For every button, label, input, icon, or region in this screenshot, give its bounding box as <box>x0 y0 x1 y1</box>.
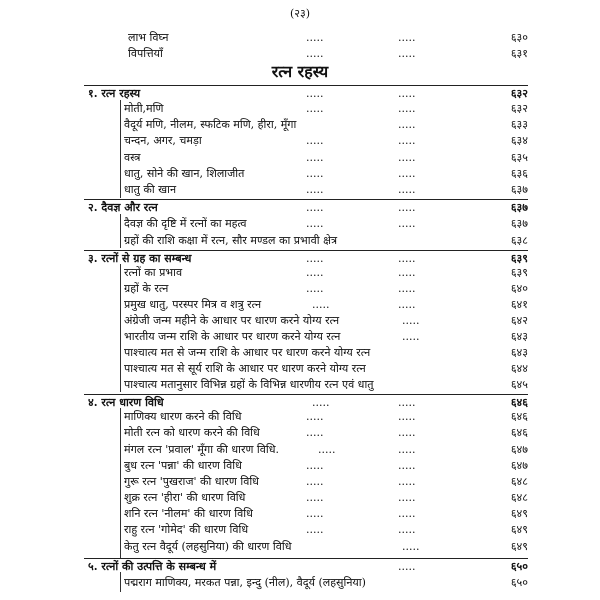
entry-label: केतु रत्न वैदूर्य (लहसुनिया) की धारण विधि <box>124 540 292 553</box>
entry-page-number: ६३७ <box>510 183 528 196</box>
entry-label: राहु रत्न 'गोमेद' की धारण विधि <box>124 523 249 536</box>
leader-dots: ..... <box>306 252 324 265</box>
toc-row <box>0 539 600 555</box>
leader-dots: ..... <box>398 47 416 60</box>
leader-dots: ..... <box>306 134 324 147</box>
entry-page-number: ६४८ <box>510 491 528 504</box>
leader-dots: ..... <box>306 201 324 214</box>
leader-dots: ..... <box>398 252 416 265</box>
leader-dots: ..... <box>398 410 416 423</box>
entry-label: माणिक्य धारण करने की विधि <box>124 410 242 423</box>
entry-page-number: ६४६ <box>510 396 528 409</box>
entry-label: पाश्चात्य मतानुसार विभिन्न ग्रहों के विभिन्न धारणीय रत्न एवं धातु <box>124 378 374 391</box>
leader-dots: ..... <box>306 475 324 488</box>
entry-page-number: ६४९ <box>510 507 528 520</box>
entry-label: प्रमुख धातु, परस्पर मित्र व शत्रु रत्न <box>124 298 262 311</box>
leader-dots: ..... <box>306 31 324 44</box>
entry-label: मोती रत्न को धारण करने की विधि <box>124 426 260 439</box>
toc-row <box>0 281 600 297</box>
entry-label: दैवज्ञ की दृष्टि में रत्नों का महत्व <box>124 217 247 230</box>
leader-dots: ..... <box>398 87 416 100</box>
entry-page-number: ६३३ <box>510 118 528 131</box>
toc-row <box>0 166 600 182</box>
entry-label: रत्नों का प्रभाव <box>124 266 183 279</box>
entry-label: लाभ विघ्न <box>128 31 169 44</box>
toc-row <box>0 458 600 474</box>
toc-row <box>0 490 600 506</box>
leader-dots: ..... <box>398 426 416 439</box>
entry-label: पाश्चात्य मत से सूर्य राशि के आधार पर धारण करने योग्य रत्न <box>124 362 366 375</box>
entry-page-number: ६४९ <box>510 540 528 553</box>
leader-dots: ..... <box>306 507 324 520</box>
section-heading-row <box>0 200 600 216</box>
toc-row <box>0 409 600 425</box>
toc-row <box>0 117 600 133</box>
section-heading: ३. रत्नों से ग्रह का सम्बन्ध <box>88 252 192 265</box>
entry-label: चन्दन, अगर, चमड़ा <box>124 134 202 147</box>
entry-label: धातु की खान <box>124 183 177 196</box>
leader-dots: ..... <box>306 491 324 504</box>
entry-label: धातु, सोने की खान, शिलाजीत <box>124 167 245 180</box>
leader-dots: ..... <box>398 118 416 131</box>
leader-dots: ..... <box>398 491 416 504</box>
toc-row <box>0 30 600 46</box>
leader-dots: ..... <box>312 298 330 311</box>
entry-page-number: ६३९ <box>510 252 528 265</box>
leader-dots: ..... <box>398 459 416 472</box>
leader-dots: ..... <box>306 167 324 180</box>
toc-row <box>0 182 600 198</box>
leader-dots: ..... <box>398 475 416 488</box>
toc-row <box>0 522 600 538</box>
leader-dots: ..... <box>398 298 416 311</box>
entry-page-number: ६४२ <box>510 314 528 327</box>
leader-dots: ..... <box>306 410 324 423</box>
entry-label: मोती,मणि <box>124 102 164 115</box>
toc-row <box>0 265 600 281</box>
leader-dots: ..... <box>398 282 416 295</box>
leader-dots: ..... <box>306 102 324 115</box>
entry-page-number: ६४६ <box>510 410 528 423</box>
leader-dots: ..... <box>402 314 420 327</box>
entry-page-number: ६४३ <box>510 346 528 359</box>
entry-page-number: ६४५ <box>510 378 528 391</box>
entry-page-number: ६३१ <box>510 47 528 60</box>
section-heading-row <box>0 86 600 102</box>
entry-label: वैदूर्य मणि, नीलम, स्फटिक मणि, हीरा, मूँगा <box>124 118 297 131</box>
entry-label: विपत्तियाँ <box>128 47 163 60</box>
leader-dots: ..... <box>306 217 324 230</box>
toc-row <box>0 575 600 591</box>
entry-label: अंग्रेजी जन्म महीने के आधार पर धारण करने योग्य रत्न <box>124 314 340 327</box>
toc-row <box>0 150 600 166</box>
leader-dots: ..... <box>402 540 420 553</box>
leader-dots: ..... <box>306 151 324 164</box>
entry-label: पाश्चात्य मत से जन्म राशि के आधार पर धारण करने योग्य रत्न <box>124 346 371 359</box>
leader-dots: ..... <box>306 426 324 439</box>
leader-dots: ..... <box>306 523 324 536</box>
leader-dots: ..... <box>398 217 416 230</box>
entry-page-number: ६३४ <box>510 134 528 147</box>
leader-dots: ..... <box>306 47 324 60</box>
leader-dots: ..... <box>312 396 330 409</box>
toc-row <box>0 425 600 441</box>
entry-page-number: ६४७ <box>510 443 528 456</box>
leader-dots: ..... <box>398 507 416 520</box>
toc-row <box>0 361 600 377</box>
entry-label: ग्रहों की राशि कक्षा में रत्न, सौर मण्डल का प्रभावी क्षेत्र <box>124 234 338 247</box>
entry-page-number: ६५० <box>510 576 528 589</box>
section-heading-row <box>0 559 600 575</box>
section-heading: १. रत्न रहस्य <box>88 87 141 100</box>
entry-page-number: ६४१ <box>510 298 528 311</box>
entry-page-number: ६३६ <box>510 167 528 180</box>
entry-page-number: ६४९ <box>510 523 528 536</box>
leader-dots: ..... <box>398 167 416 180</box>
leader-dots: ..... <box>398 134 416 147</box>
leader-dots: ..... <box>398 201 416 214</box>
entry-page-number: ६५० <box>510 560 528 573</box>
entry-label: वस्त्र <box>124 151 141 164</box>
toc-row <box>0 101 600 117</box>
toc-row <box>0 133 600 149</box>
leader-dots: ..... <box>306 459 324 472</box>
entry-page-number: ६३९ <box>510 266 528 279</box>
section-heading: २. दैवज्ञ और रत्न <box>88 201 158 214</box>
entry-label: मंगल रत्न 'प्रवाल' मूँगा की धारण विधि. <box>124 443 279 456</box>
section-heading: ४. रत्न धारण विधि <box>88 396 164 409</box>
toc-row <box>0 474 600 490</box>
leader-dots: ..... <box>398 396 416 409</box>
entry-label: ग्रहों के रत्न <box>124 282 169 295</box>
entry-page-number: ६४७ <box>510 459 528 472</box>
entry-page-number: ६४६ <box>510 426 528 439</box>
leader-dots: ..... <box>398 560 416 573</box>
leader-dots: ..... <box>402 330 420 343</box>
entry-page-number: ६४४ <box>510 362 528 375</box>
entry-label: गुरू रत्न 'पुखराज' की धारण विधि <box>124 475 259 488</box>
toc-row <box>0 329 600 345</box>
entry-page-number: ६३७ <box>510 217 528 230</box>
entry-page-number: ६३७ <box>510 201 528 214</box>
entry-page-number: ६३५ <box>510 151 528 164</box>
toc-row <box>0 377 600 393</box>
leader-dots: ..... <box>398 102 416 115</box>
leader-dots: ..... <box>398 266 416 279</box>
toc-row <box>0 506 600 522</box>
entry-label: शनि रत्न 'नीलम' की धारण विधि <box>124 507 253 520</box>
leader-dots: ..... <box>306 87 324 100</box>
toc-row <box>0 313 600 329</box>
leader-dots: ..... <box>318 443 336 456</box>
toc-row <box>0 233 600 249</box>
entry-page-number: ६४८ <box>510 475 528 488</box>
toc-row <box>0 216 600 232</box>
toc-row <box>0 297 600 313</box>
leader-dots: ..... <box>306 183 324 196</box>
entry-page-number: ६४३ <box>510 330 528 343</box>
page-number: (२३) <box>289 7 311 20</box>
entry-page-number: ६३८ <box>510 234 528 247</box>
section-heading: ५. रत्नों की उत्पत्ति के सम्बन्ध में <box>88 560 217 573</box>
entry-page-number: ६३२ <box>510 102 528 115</box>
toc-row <box>0 442 600 458</box>
leader-dots: ..... <box>306 282 324 295</box>
toc-row <box>0 345 600 361</box>
entry-page-number: ६४० <box>510 282 528 295</box>
leader-dots: ..... <box>398 31 416 44</box>
leader-dots: ..... <box>398 523 416 536</box>
entry-label: बुध रत्न 'पन्ना' की धारण विधि <box>124 459 242 472</box>
leader-dots: ..... <box>398 183 416 196</box>
entry-label: पद्मराग माणिक्य, मरकत पन्ना, इन्दु (नील), वैदूर्य (लहसुनिया) <box>124 576 366 589</box>
entry-page-number: ६३२ <box>510 87 528 100</box>
leader-dots: ..... <box>398 151 416 164</box>
leader-dots: ..... <box>398 443 416 456</box>
page-title: रत्न रहस्य <box>271 62 329 81</box>
entry-label: शुक्र रत्न 'हीरा' की धारण विधि <box>124 491 246 504</box>
entry-page-number: ६३० <box>510 31 528 44</box>
entry-label: भारतीय जन्म राशि के आधार पर धारण करने योग्य रत्न <box>124 330 341 343</box>
leader-dots: ..... <box>306 266 324 279</box>
